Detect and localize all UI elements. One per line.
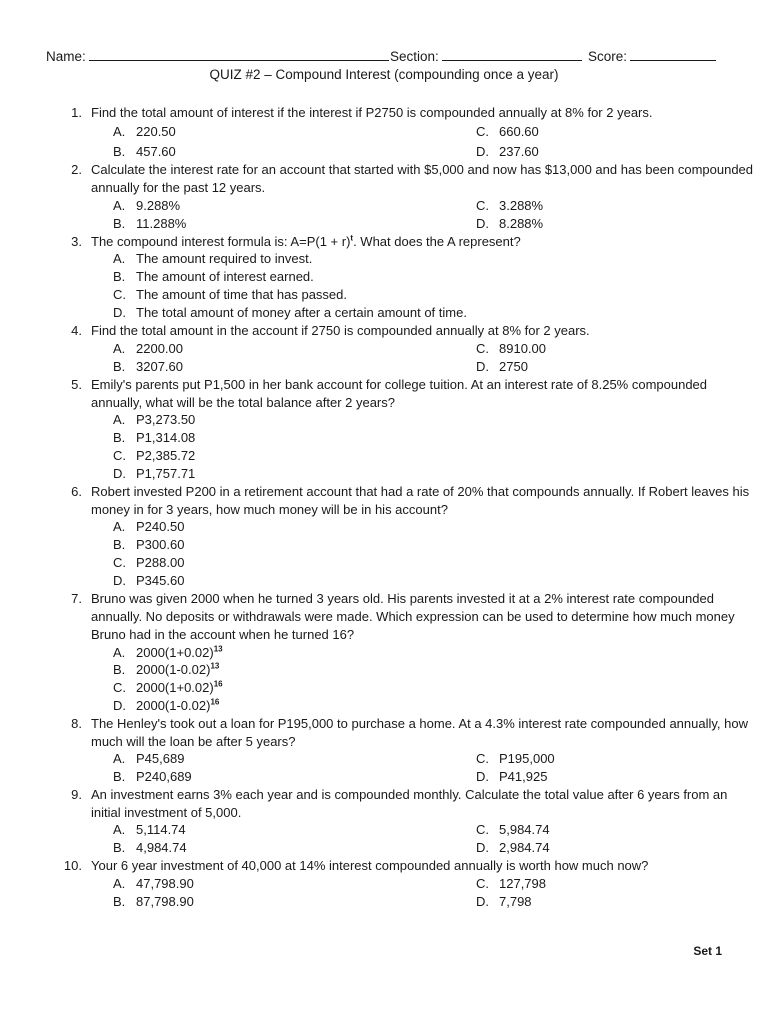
question-text-continued: Bruno had in the account when he turned 16? — [91, 627, 355, 642]
option-b[interactable]: B. 4,984.74 — [113, 840, 187, 855]
question-number: 5. — [71, 377, 82, 392]
question-text-continued: much will the loan be after 5 years? — [91, 734, 296, 749]
option-a[interactable]: A. 9.288% — [113, 198, 181, 213]
question-text: The compound interest formula is: $A=P(1 + r)^t$. What does the A represent? — [91, 233, 521, 249]
header-row — [0, 47, 768, 65]
name-label: Name: — [46, 49, 86, 64]
option-c[interactable]: C. The amount of time that has passed. — [113, 287, 348, 302]
option-b[interactable]: B. P240,689 — [113, 769, 192, 784]
option-d[interactable]: D. 7,798 — [476, 894, 532, 909]
question-number: 10. — [63, 858, 82, 873]
question-number: 8. — [71, 716, 82, 731]
question-text: An investment earns 3% each year and is compounded monthly. Calculate the total value after 6 years from an — [91, 787, 728, 802]
section-field[interactable] — [442, 47, 582, 61]
option-c[interactable]: C. 127,798 — [476, 876, 546, 891]
option-d[interactable]: D. P1,757.71 — [113, 466, 196, 481]
score-label: Score: — [588, 49, 628, 64]
option-c[interactable]: C. P2,385.72 — [113, 448, 196, 463]
option-b[interactable]: B. 87,798.90 — [113, 894, 194, 909]
question-text: Calculate the interest rate for an account that started with $5,000 and now has $13,000 and has been compounded — [91, 162, 754, 177]
option-b[interactable]: B. The amount of interest earned. — [113, 269, 314, 284]
option-a[interactable]: A. 220.50 — [113, 124, 176, 139]
question-text-continued: annually, what will be the total balance after 2 years? — [91, 395, 395, 410]
option-a[interactable]: A. 2200.00 — [113, 341, 183, 356]
option-c[interactable]: C. P195,000 — [476, 751, 555, 766]
quiz-title: QUIZ #2 – Compound Interest (compounding once a year) — [209, 67, 559, 82]
option-d[interactable]: D. 8.288% — [476, 216, 544, 231]
option-d[interactable]: D. 2,984.74 — [476, 840, 550, 855]
question-number: 6. — [71, 484, 82, 499]
option-d[interactable]: D. P345.60 — [113, 573, 185, 588]
option-d[interactable]: D. $2000(1-0.02)^{16}$ — [113, 697, 220, 713]
question-text-continued: money in for 3 years, how much money will be in his account? — [91, 502, 448, 517]
set-label: Set 1 — [693, 944, 722, 958]
option-d[interactable]: D. 2750 — [476, 359, 528, 374]
option-a[interactable]: A. P3,273.50 — [113, 412, 196, 427]
option-c[interactable]: C. 5,984.74 — [476, 822, 550, 837]
section-label: Section: — [390, 49, 439, 64]
question-number: 2. — [71, 162, 82, 177]
score-field[interactable] — [630, 47, 716, 61]
option-d[interactable]: D. P41,925 — [476, 769, 548, 784]
question-text: Bruno was given 2000 when he turned 3 years old. His parents invested it at a 2% interest rate compounded — [91, 591, 714, 606]
question-text: Find the total amount in the account if 2750 is compounded annually at 8% for 2 years. — [91, 323, 590, 338]
question-number: 7. — [71, 591, 82, 606]
name-field[interactable] — [89, 47, 389, 61]
option-a[interactable]: A. 5,114.74 — [113, 822, 186, 837]
question-text-continued: initial investment of 5,000. — [91, 805, 242, 820]
option-b[interactable]: B. P1,314.08 — [113, 430, 196, 445]
option-a[interactable]: A. The amount required to invest. — [113, 251, 313, 266]
option-c[interactable]: C. P288.00 — [113, 555, 185, 570]
option-b[interactable]: B. 11.288% — [113, 216, 187, 231]
question-number: 9. — [71, 787, 82, 802]
option-b[interactable]: B. 457.60 — [113, 144, 176, 159]
option-c[interactable]: C. 8910.00 — [476, 341, 546, 356]
question-text-continued: annually for the past 12 years. — [91, 180, 266, 195]
option-b[interactable]: B. 3207.60 — [113, 359, 183, 374]
option-a[interactable]: A. P45,689 — [113, 751, 185, 766]
exponent: t — [350, 233, 354, 243]
option-c[interactable]: C. $2000(1+0.02)^{16}$ — [113, 679, 223, 695]
option-d[interactable]: D. The total amount of money after a certain amount of time. — [113, 305, 467, 320]
question-number: 1. — [71, 105, 82, 120]
question-text: Emily's parents put P1,500 in her bank account for college tuition. At an interest rate of 8.25% compounded — [91, 377, 708, 392]
option-b[interactable]: B. $2000(1-0.02)^{13}$ — [113, 661, 220, 677]
question-text: Your 6 year investment of 40,000 at 14% interest compounded annually is worth how much now? — [91, 858, 649, 873]
option-d[interactable]: D. 237.60 — [476, 144, 539, 159]
question-number: 4. — [71, 323, 82, 338]
option-b[interactable]: B. P300.60 — [113, 537, 185, 552]
option-a[interactable]: A. $2000(1+0.02)^{13}$ — [113, 644, 223, 660]
option-c[interactable]: C. 3.288% — [476, 198, 544, 213]
option-c[interactable]: C. 660.60 — [476, 124, 539, 139]
question-text: The Henley's took out a loan for P195,000 to purchase a home. At a 4.3% interest rate compounded annually, how — [91, 716, 748, 731]
option-a[interactable]: A. 47,798.90 — [113, 876, 194, 891]
question-text: Robert invested P200 in a retirement account that had a rate of 20% that compounds annually. If Robert leaves his — [91, 484, 750, 499]
question-text-continued: annually. No deposits or withdrawals were made. Which expression can be used to determine how much money — [91, 609, 735, 624]
option-a[interactable]: A. P240.50 — [113, 519, 185, 534]
question-number: 3. — [71, 234, 82, 249]
question-text: Find the total amount of interest if the interest if P2750 is compounded annually at 8% for 2 years. — [91, 105, 653, 120]
